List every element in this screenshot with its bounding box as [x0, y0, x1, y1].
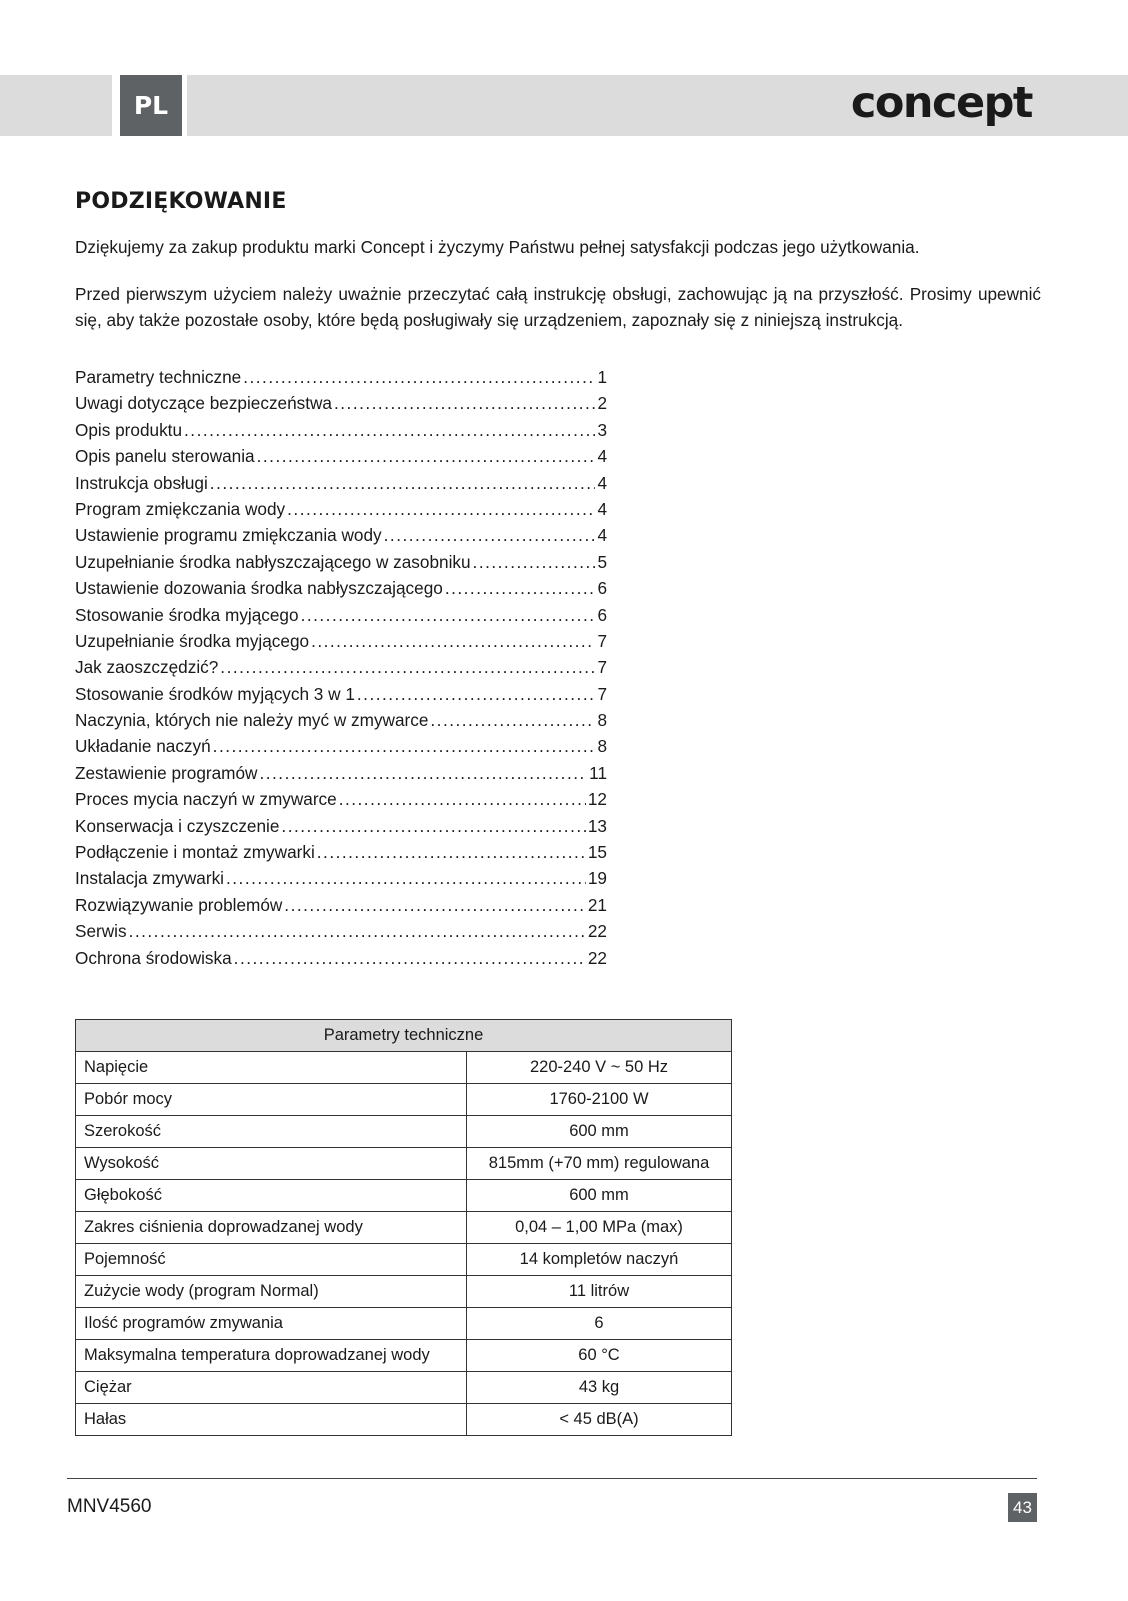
toc-entry-page: 8 — [597, 710, 607, 731]
toc-entry-label: Rozwiązywanie problemów — [75, 894, 283, 915]
toc-entry-page: 22 — [587, 947, 607, 968]
page-number: 43 — [1008, 1493, 1037, 1522]
spec-name-cell: Zakres ciśnienia doprowadzanej wody — [76, 1212, 467, 1244]
toc-entry-label: Stosowanie środka myjącego — [75, 604, 299, 625]
toc-leader-dots — [334, 393, 595, 414]
toc-entry-label: Instalacja zmywarki — [75, 868, 224, 889]
toc-entry-label: Opis panelu sterowania — [75, 446, 255, 467]
spec-name-cell: Pojemność — [76, 1244, 467, 1276]
toc-entry-page: 12 — [587, 789, 607, 810]
toc-entry-page: 7 — [597, 683, 607, 704]
toc-leader-dots — [284, 895, 586, 916]
toc-entry-label: Parametry techniczne — [75, 367, 242, 387]
toc-entry-label: Ustawienie dozowania środka nabłyszczającego — [75, 578, 443, 599]
table-row — [76, 1404, 732, 1436]
toc-entry-label: Jak zaoszczędzić? — [75, 657, 219, 678]
toc-entry-label: Instrukcja obsługi — [75, 472, 208, 493]
toc-entry-page: 8 — [597, 736, 607, 757]
toc-entry — [75, 763, 607, 789]
toc-leader-dots — [129, 921, 586, 942]
toc-entry — [75, 393, 607, 419]
toc-entry-page: 4 — [597, 446, 607, 467]
toc-entry-page: 6 — [597, 604, 607, 625]
spec-name-cell: Napięcie — [76, 1052, 467, 1084]
toc-entry — [75, 921, 607, 947]
toc-entry-page: 4 — [597, 525, 607, 546]
spec-name-cell: Ilość programów zmywania — [76, 1308, 467, 1340]
toc-entry — [75, 473, 607, 499]
table-row — [76, 1212, 732, 1244]
spec-value-cell: 6 — [467, 1308, 732, 1340]
toc-entry — [75, 816, 607, 842]
spec-table-header: Parametry techniczne — [76, 1020, 732, 1052]
table-row — [76, 1340, 732, 1372]
intro-paragraph-1: Dziękujemy za zakup produktu marki Concept i życzymy Państwu pełnej satysfakcji podczas jego użytkowania. — [75, 237, 920, 257]
toc-leader-dots — [384, 525, 596, 546]
toc-entry-page: 2 — [597, 393, 607, 414]
toc-leader-dots — [220, 657, 595, 678]
toc-entry-label: Podłączenie i montaż zmywarki — [75, 842, 315, 863]
toc-leader-dots — [339, 789, 586, 810]
toc-entry — [75, 499, 607, 525]
toc-entry-page: 22 — [587, 921, 607, 942]
toc-leader-dots — [430, 710, 595, 731]
spec-value-cell: 600 mm — [467, 1116, 732, 1148]
toc-entry-page: 7 — [597, 657, 607, 678]
toc-entry — [75, 631, 607, 657]
toc-entry-label: Uzupełnianie środka nabłyszczającego w zasobniku — [75, 551, 471, 572]
toc-leader-dots — [210, 473, 596, 494]
page-title: PODZIĘKOWANIE — [75, 189, 287, 214]
table-row — [76, 1244, 732, 1276]
toc-entry-label: Stosowanie środków myjących 3 w 1 — [75, 683, 355, 704]
table-row — [76, 1308, 732, 1340]
toc-entry — [75, 446, 607, 472]
toc-leader-dots — [281, 816, 585, 837]
toc-entry-label: Program zmiękczania wody — [75, 498, 286, 519]
toc-leader-dots — [357, 684, 596, 705]
toc-entry-label: Konserwacja i czyszczenie — [75, 815, 280, 836]
toc-leader-dots — [234, 948, 586, 969]
toc-leader-dots — [259, 763, 587, 784]
toc-entry — [75, 842, 607, 868]
spec-value-cell: 600 mm — [467, 1180, 732, 1212]
toc-leader-dots — [473, 552, 596, 573]
spec-value-cell: 815mm (+70 mm) regulowana — [467, 1148, 732, 1180]
toc-leader-dots — [301, 605, 596, 626]
toc-entry-page: 3 — [597, 419, 607, 440]
spec-name-cell: Pobór mocy — [76, 1084, 467, 1116]
spec-name-cell: Hałas — [76, 1404, 467, 1436]
brand-logo: concept — [850, 78, 1032, 128]
toc-entry — [75, 736, 607, 762]
toc-entry — [75, 710, 607, 736]
spec-value-cell: 220-240 V ~ 50 Hz — [467, 1052, 732, 1084]
toc-entry-label: Proces mycia naczyń w zmywarce — [75, 789, 337, 810]
intro-paragraph-2: Przed pierwszym użyciem należy uważnie przeczytać całą instrukcję obsługi, zachowując ją na przyszłość. Prosimy upewnić się, aby także pozostałe osoby, które będą posługiwały się urządzeniem, zapoznały się z niniejszą instrukcją. — [75, 284, 1041, 330]
toc-entry-page: 19 — [587, 868, 607, 889]
toc-entry — [75, 895, 607, 921]
table-row — [76, 1180, 732, 1212]
spec-name-cell: Szerokość — [76, 1116, 467, 1148]
toc-entry-label: Ustawienie programu zmiękczania wody — [75, 525, 382, 546]
spec-value-cell: 11 litrów — [467, 1276, 732, 1308]
spec-value-cell: 1760-2100 W — [467, 1084, 732, 1116]
model-number: MNV4560 — [67, 1496, 152, 1517]
toc-entry-page: 4 — [597, 472, 607, 493]
spec-name-cell: Ciężar — [76, 1372, 467, 1404]
table-row — [76, 1116, 732, 1148]
toc-entry — [75, 420, 607, 446]
toc-entry-page: 13 — [587, 815, 607, 836]
toc-entry-label: Uzupełnianie środka myjącego — [75, 630, 310, 651]
toc-entry — [75, 868, 607, 894]
table-row — [76, 1372, 732, 1404]
toc-entry-page: 7 — [597, 630, 607, 651]
toc-entry-page: 6 — [597, 578, 607, 599]
spec-table-body — [76, 1052, 732, 1436]
toc-leader-dots — [213, 736, 596, 757]
toc-entry — [75, 789, 607, 815]
toc-entry-label: Serwis — [75, 921, 127, 942]
toc-entry-page: 4 — [597, 498, 607, 519]
table-row — [76, 1052, 732, 1084]
spec-name-cell: Maksymalna temperatura doprowadzanej wody — [76, 1340, 467, 1372]
toc-leader-dots — [317, 842, 586, 863]
toc-entry — [75, 578, 607, 604]
toc-entry-label: Zestawienie programów — [75, 762, 258, 783]
toc-entry-page: 1 — [597, 367, 607, 387]
table-row — [76, 1276, 732, 1308]
spec-value-cell: 60 °C — [467, 1340, 732, 1372]
toc-entry-label: Układanie naczyń — [75, 736, 211, 757]
spec-value-cell: 14 kompletów naczyń — [467, 1244, 732, 1276]
toc-entry-label: Naczynia, których nie należy myć w zmywarce — [75, 710, 429, 731]
toc-entry — [75, 525, 607, 551]
toc-leader-dots — [445, 578, 596, 599]
language-badge: PL — [120, 75, 182, 136]
table-row — [76, 1084, 732, 1116]
spec-table — [75, 1019, 732, 1436]
toc-leader-dots — [257, 446, 596, 467]
toc-entry-page: 11 — [589, 762, 607, 783]
spec-value-cell: 0,04 – 1,00 MPa (max) — [467, 1212, 732, 1244]
toc-leader-dots — [287, 499, 595, 520]
toc-entry-label: Opis produktu — [75, 419, 183, 440]
spec-name-cell: Głębokość — [76, 1180, 467, 1212]
toc-entry-label: Uwagi dotyczące bezpieczeństwa — [75, 393, 332, 414]
spec-name-cell: Wysokość — [76, 1148, 467, 1180]
toc-entry — [75, 367, 607, 393]
table-row — [76, 1148, 732, 1180]
toc-entry — [75, 657, 607, 683]
spec-name-cell: Zużycie wody (program Normal) — [76, 1276, 467, 1308]
toc-leader-dots — [243, 367, 595, 388]
toc-entry — [75, 684, 607, 710]
toc-entry-page: 15 — [587, 842, 607, 863]
toc-leader-dots — [226, 868, 586, 889]
spec-value-cell: 43 kg — [467, 1372, 732, 1404]
toc-leader-dots — [311, 631, 595, 652]
spec-value-cell: < 45 dB(A) — [467, 1404, 732, 1436]
toc-leader-dots — [184, 420, 595, 441]
toc-entry-page: 21 — [587, 894, 607, 915]
table-of-contents — [75, 367, 607, 974]
toc-entry-label: Ochrona środowiska — [75, 947, 232, 968]
toc-entry-page: 5 — [597, 551, 607, 572]
footer-divider — [67, 1478, 1037, 1479]
toc-entry — [75, 605, 607, 631]
toc-entry — [75, 948, 607, 974]
toc-entry — [75, 552, 607, 578]
